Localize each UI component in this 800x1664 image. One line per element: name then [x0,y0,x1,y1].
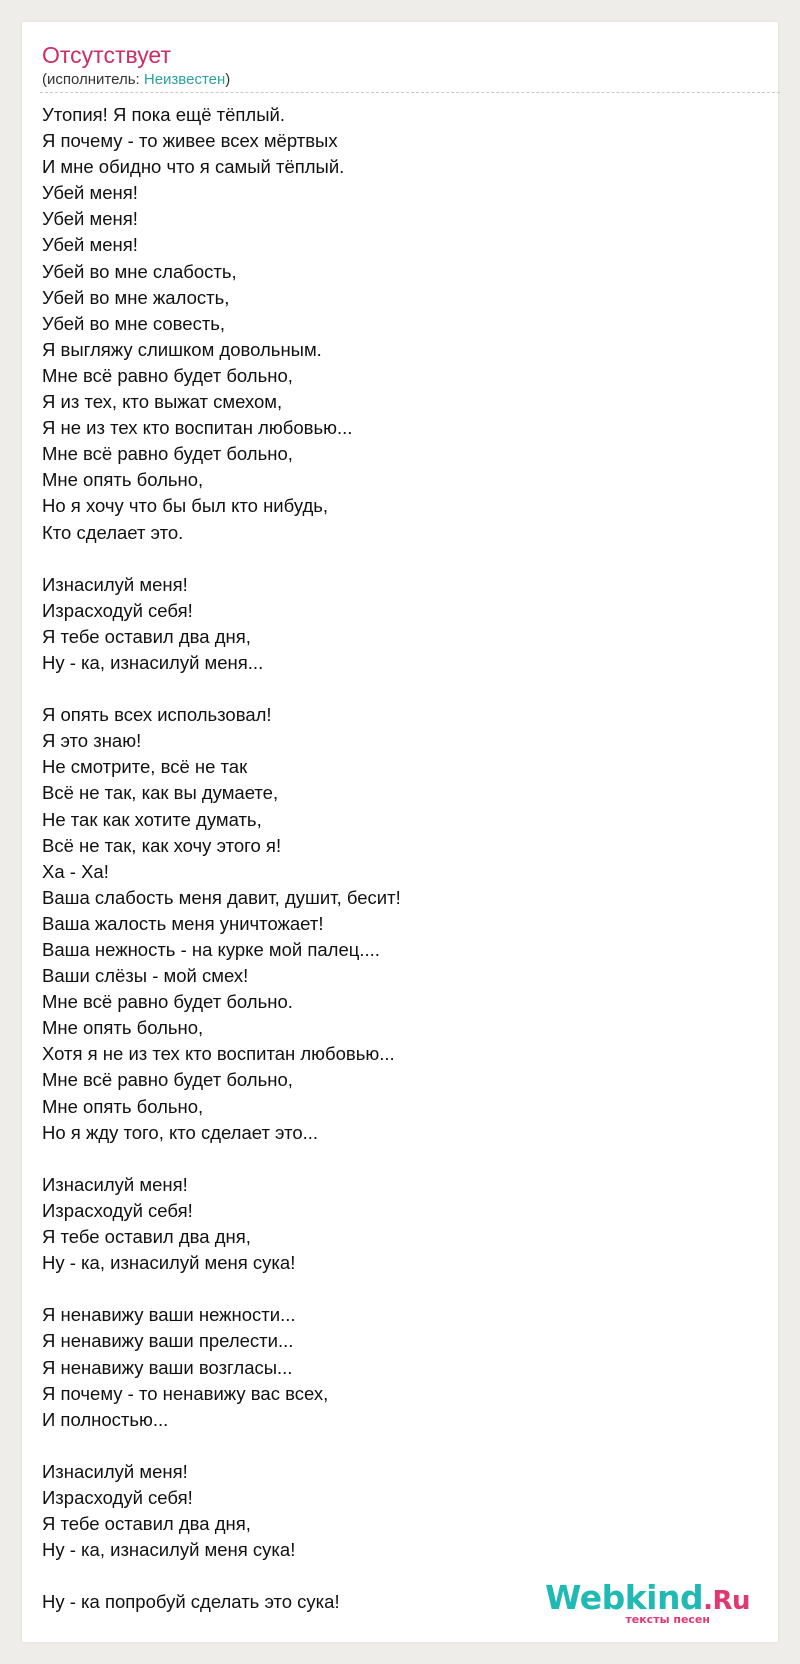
lyric-line: Я ненавижу ваши прелести... [42,1330,294,1352]
lyric-line: Изнасилуй меня! [42,1460,188,1482]
lyric-line: Мне опять больно, [42,1095,204,1117]
lyric-line: Ну - ка, изнасилуй меня сука! [42,1252,296,1274]
lyric-line: Я почему - то ненавижу вас всех, [42,1382,329,1404]
watermark-tagline: тексты песен [625,1613,710,1626]
lyric-line: Мне опять больно, [42,469,204,491]
lyric-line: Не смотрите, всё не так [42,756,248,778]
lyric-line: Я выгляжу слишком довольным. [42,338,322,360]
lyric-line: Я из тех, кто выжат смехом, [42,391,283,413]
lyric-blank-line [42,676,762,702]
lyric-line: Я тебе оставил два дня, [42,625,251,647]
lyric-blank-line [42,1276,762,1302]
lyric-line: Но я жду того, кто сделает это... [42,1121,319,1143]
song-title: Отсутствует [42,42,171,68]
lyric-line: Я ненавижу ваши нежности... [42,1304,296,1326]
lyric-line: Убей меня! [42,182,138,204]
watermark-tld: .Ru [703,1586,750,1616]
lyric-line: Ваша нежность - на курке мой палец.... [42,939,380,960]
artist-suffix: ) [225,71,231,88]
lyric-line: Всё не так, как хочу этого я! [42,834,282,856]
lyric-line: Убей во мне слабость, [42,260,237,282]
lyric-line: Мне опять больно, [42,1017,204,1039]
lyric-line: Я это знаю! [42,730,142,752]
lyric-line: Ваша жалость меня уничтожает! [42,912,324,934]
lyric-line: Я не из тех кто воспитан любовью... [42,417,353,439]
lyric-line: Но я хочу что бы был кто нибудь, [42,495,329,517]
lyric-line: Убей меня! [42,234,138,256]
header-divider [40,92,780,93]
lyric-line: Ну - ка попробуй сделать это сука! [42,1591,340,1613]
lyric-line: Я опять всех использовал! [42,704,272,726]
lyric-blank-line [42,1433,762,1459]
lyric-line: Израсходуй себя! [42,1486,193,1508]
lyric-line: Всё не так, как вы думаете, [42,782,279,804]
lyric-line: Убей во мне жалость, [42,286,230,308]
lyric-line: Убей меня! [42,208,138,230]
lyric-line: Мне всё равно будет больно. [42,991,293,1013]
lyric-line: Кто сделает это. [42,521,184,543]
lyric-line: Израсходуй себя! [42,1199,193,1221]
lyrics-card [22,22,778,1642]
lyric-line: Ну - ка, изнасилуй меня сука! [42,1539,296,1561]
artist-link[interactable]: Неизвестен [143,71,226,88]
lyrics-text [42,102,762,1615]
lyric-line: Я ненавижу ваши возгласы... [42,1356,293,1378]
lyric-line: Мне всё равно будет больно, [42,443,293,465]
lyric-line: Мне всё равно будет больно, [42,1069,293,1091]
lyric-line: Я тебе оставил два дня, [42,1513,251,1535]
lyric-line: Ваши слёзы - мой смех! [42,965,249,987]
lyric-line: Я тебе оставил два дня, [42,1226,251,1248]
lyric-line: Хотя я не из тех кто воспитан любовью... [42,1043,395,1065]
lyric-line: Не так как хотите думать, [42,808,262,830]
lyric-line: Израсходуй себя! [42,599,193,621]
lyric-line: Я почему - то живее всех мёртвых [42,130,338,152]
lyric-line: Мне всё равно будет больно, [42,364,293,386]
lyric-line: Ха - Ха! [42,860,109,882]
lyric-blank-line [42,1146,762,1172]
artist-line [42,70,230,90]
lyric-line: И мне обидно что я самый тёплый. [42,156,345,178]
lyric-line: И полностью... [42,1408,169,1430]
lyric-line: Изнасилуй меня! [42,573,188,595]
lyric-line: Убей во мне совесть, [42,312,226,334]
watermark-brand: Webkind [544,1578,704,1617]
artist-prefix: (исполнитель: [42,71,144,88]
site-watermark-logo [544,1578,750,1630]
lyric-line: Изнасилуй меня! [42,1173,188,1195]
lyric-line: Утопия! Я пока ещё тёплый. [42,104,285,125]
lyric-line: Ну - ка, изнасилуй меня... [42,651,264,673]
lyric-line: Ваша слабость меня давит, душит, бесит! [42,886,401,908]
lyric-blank-line [42,546,762,572]
